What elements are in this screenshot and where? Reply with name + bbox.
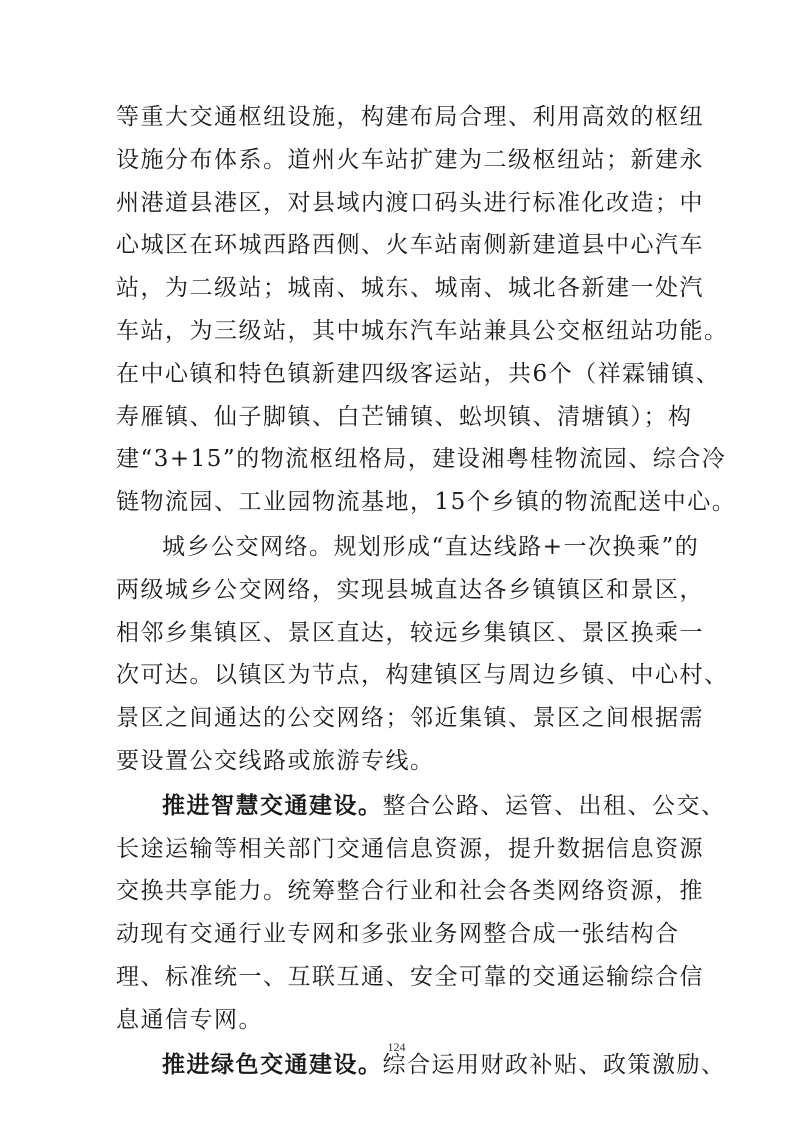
text-line: 息通信专网。 — [116, 1006, 263, 1033]
text-line: 站，为二级站；城南、城东、城南、城北各新建一处汽 — [116, 275, 704, 302]
text-line: 交换共享能力。统筹整合行业和社会各类网络资源，推 — [116, 878, 704, 905]
text-line: 要设置公交线路或旅游专线。 — [116, 747, 435, 774]
text-line: 州港道县港区，对县域内渡口码头进行标准化改造；中 — [116, 189, 704, 216]
paragraph-hub-facilities — [116, 96, 737, 524]
text-line: 理、标准统一、互联互通、安全可靠的交通运输综合信 — [116, 963, 704, 990]
section-lead-heading: 推进绿色交通建设。 — [162, 1050, 383, 1078]
text-line: 等重大交通枢纽设施，构建布局合理、利用高效的枢纽 — [116, 104, 704, 130]
section-lead-heading: 推进智慧交通建设。 — [162, 791, 383, 819]
document-body — [116, 96, 737, 1086]
paragraph-urban-rural-transit — [116, 526, 729, 783]
page-number: 124 — [387, 1040, 406, 1054]
text-line: 相邻乡集镇区、景区直达，较远乡集镇区、景区换乘一 — [116, 619, 704, 646]
text-line: 次可达。以镇区为节点，构建镇区与周边乡镇、中心村、 — [116, 662, 729, 689]
text-line: 心城区在环城西路西侧、火车站南侧新建道县中心汽车 — [116, 232, 704, 259]
paragraph-smart-transport — [116, 785, 726, 1042]
text-line: 两级城乡公交网络，实现县城直达各乡镇镇区和景区， — [116, 576, 704, 603]
text-line: 寿雁镇、仙子脚镇、白芒铺镇、蚣坝镇、清塘镇）；构 — [116, 403, 693, 430]
text-line: 长途运输等相关部门交通信息资源，提升数据信息资源 — [116, 835, 704, 862]
text-line: 建“3+15”的物流枢纽格局，建设湘粤桂物流园、综合冷 — [116, 446, 727, 473]
text-line: 车站，为三级站，其中城东汽车站兼具公交枢纽站功能。 — [116, 317, 729, 344]
text-line: 在中心镇和特色镇新建四级客运站，共6个（祥霖铺镇、 — [116, 360, 721, 387]
text-line: 链物流园、工业园物流基地，15个乡镇的物流配送中心。 — [116, 489, 737, 516]
text-run: 整合公路、运管、出租、公交、 — [382, 792, 726, 819]
text-run: 综合运用财政补贴、政策激励、 — [382, 1051, 726, 1078]
text-line: 城乡公交网络。规划形成“直达线路+一次换乘”的 — [162, 533, 700, 560]
text-line: 设施分布体系。道州火车站扩建为二级枢纽站；新建永 — [116, 146, 704, 173]
text-line: 景区之间通达的公交网络；邻近集镇、景区之间根据需 — [116, 705, 704, 732]
text-line: 动现有交通行业专网和多张业务网整合成一张结构合 — [116, 921, 680, 948]
text-line — [116, 785, 726, 828]
